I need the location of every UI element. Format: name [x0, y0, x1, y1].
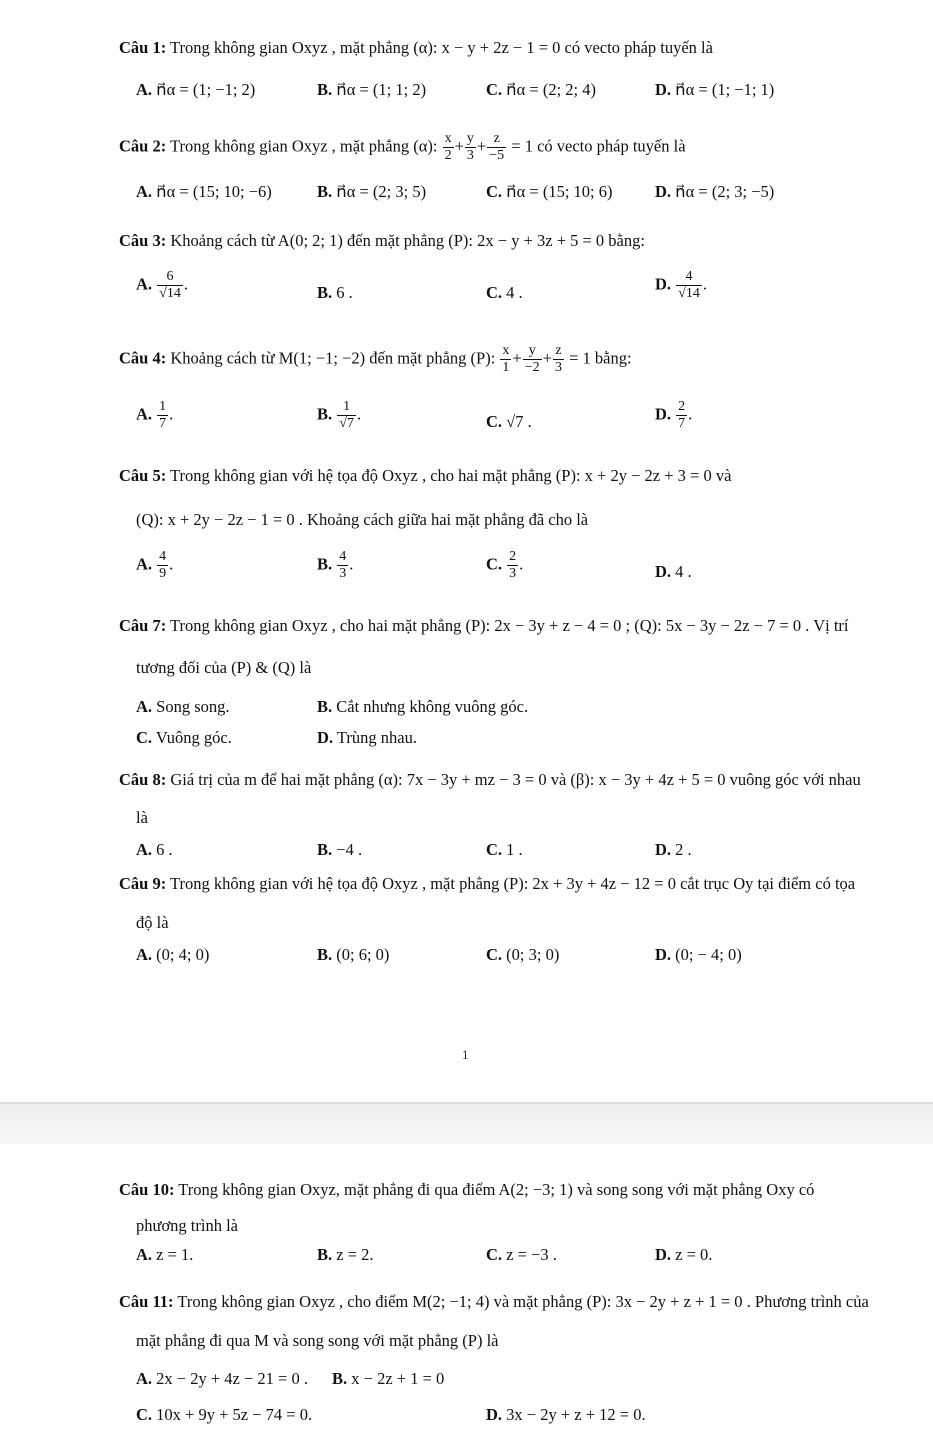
- q8-option-a[interactable]: A. 6 .: [136, 840, 173, 859]
- q4-option-b[interactable]: B. $\frac{1}{√7}$ .: [317, 399, 362, 431]
- q5-option-d[interactable]: D. 4 .: [655, 562, 692, 581]
- q7-option-c[interactable]: C. Vuông góc.: [136, 728, 232, 747]
- q1-option-b[interactable]: B. n⃗α = (1; 1; 2): [317, 80, 427, 99]
- question-9-stem-line2: độ là: [136, 913, 169, 932]
- q1-option-d[interactable]: D. n⃗α = (1; −1; 1): [655, 80, 775, 99]
- q11-option-b[interactable]: B. x − 2z + 1 = 0: [332, 1369, 445, 1388]
- fraction: $\frac{x}{2}$: [444, 131, 452, 163]
- question-8-stem: Câu 8: Giá trị của m để hai mặt phẳng (α): 7x − 3y + mz − 3 = 0 và (β): x − 3y + 4z + 5 = 0 vuông góc với nhau: [119, 770, 861, 789]
- question-5-stem: Câu 5: Trong không gian với hệ tọa độ Oxyz , cho hai mặt phẳng (P): x + 2y − 2z + 3 = 0 và: [119, 466, 732, 485]
- q1-option-c[interactable]: C. n⃗α = (2; 2; 4): [486, 80, 596, 99]
- q3-option-a[interactable]: A. $\frac{6}{√14}$ .: [136, 269, 188, 301]
- q11-option-d[interactable]: D. 3x − 2y + z + 12 = 0.: [486, 1405, 646, 1424]
- q2-option-a[interactable]: A. n⃗α = (15; 10; −6): [136, 182, 272, 201]
- q7-option-b[interactable]: B. Cắt nhưng không vuông góc.: [317, 697, 529, 716]
- q2-option-c[interactable]: C. n⃗α = (15; 10; 6): [486, 182, 613, 201]
- fraction: $\frac{z}{-5}$: [489, 131, 505, 163]
- question-11-stem: Câu 11: Trong không gian Oxyz , cho điểm M(2; −1; 4) và mặt phẳng (P): 3x − 2y + z + 1 = 0 . Phương trình của: [119, 1292, 869, 1311]
- q4-option-d[interactable]: D. $\frac{2}{7}$ .: [655, 399, 693, 431]
- question-10-stem: Câu 10: Trong không gian Oxyz, mặt phẳng đi qua điểm A(2; −3; 1) và song song với mặt phẳng Oxy có: [119, 1180, 815, 1199]
- q7-option-d[interactable]: D. Trùng nhau.: [317, 728, 417, 747]
- q7-option-a[interactable]: A. Song song.: [136, 697, 230, 716]
- q10-option-d[interactable]: D. z = 0.: [655, 1245, 713, 1264]
- q9-option-a[interactable]: A. (0; 4; 0): [136, 945, 210, 964]
- q11-option-c[interactable]: C. 10x + 9y + 5z − 74 = 0.: [136, 1405, 313, 1424]
- question-8-stem-line2: là: [136, 808, 148, 827]
- q5-option-b[interactable]: B. $\frac{4}{3}$ .: [317, 549, 354, 581]
- q10-option-b[interactable]: B. z = 2.: [317, 1245, 374, 1264]
- question-4-stem: Câu 4: Khoảng cách từ M(1; −1; −2) đến mặt phẳng (P): $\frac{x}{1}$ + $\frac{y}{-2}$ + $\frac{z}{3}$ = 1 bằng:: [119, 343, 632, 375]
- q9-option-d[interactable]: D. (0; − 4; 0): [655, 945, 742, 964]
- question-7-stem-line2: tương đối của (P) & (Q) là: [136, 658, 312, 677]
- page-number: 1: [462, 1047, 469, 1062]
- q8-option-b[interactable]: B. −4 .: [317, 840, 363, 859]
- question-9-stem: Câu 9: Trong không gian với hệ tọa độ Oxyz , mặt phẳng (P): 2x + 3y + 4z − 12 = 0 cắt trục Oy tại điểm có tọa: [119, 874, 856, 893]
- q4-option-a[interactable]: A. $\frac{1}{7}$ .: [136, 399, 174, 431]
- q3-option-d[interactable]: D. $\frac{4}{√14}$ .: [655, 269, 707, 301]
- q10-option-a[interactable]: A. z = 1.: [136, 1245, 194, 1264]
- question-1-stem: Câu 1: Trong không gian Oxyz , mặt phẳng (α): x − y + 2z − 1 = 0 có vecto pháp tuyến là: [119, 38, 713, 57]
- question-3-stem: Câu 3: Khoảng cách từ A(0; 2; 1) đến mặt phẳng (P): 2x − y + 3z + 5 = 0 bằng:: [119, 231, 645, 250]
- fraction: $\frac{y}{3}$: [466, 131, 474, 163]
- q10-option-c[interactable]: C. z = −3 .: [486, 1245, 557, 1264]
- q1-option-a[interactable]: A. n⃗α = (1; −1; 2): [136, 80, 256, 99]
- q4-option-c[interactable]: C. √7 .: [486, 412, 532, 431]
- question-10-stem-line2: phương trình là: [136, 1216, 238, 1235]
- q3-option-b[interactable]: B. 6 .: [317, 283, 353, 302]
- q8-option-c[interactable]: C. 1 .: [486, 840, 523, 859]
- q2-option-d[interactable]: D. n⃗α = (2; 3; −5): [655, 182, 775, 201]
- page-separator: [0, 1102, 933, 1144]
- q9-option-b[interactable]: B. (0; 6; 0): [317, 945, 390, 964]
- q8-option-d[interactable]: D. 2 .: [655, 840, 692, 859]
- question-2-stem: Câu 2: Trong không gian Oxyz , mặt phẳng (α): $\frac{x}{2}$ + $\frac{y}{3}$ + $\frac{z}{-5}$ = 1 có vecto pháp tuyến là: [119, 131, 686, 163]
- q9-option-c[interactable]: C. (0; 3; 0): [486, 945, 560, 964]
- q2-option-b[interactable]: B. n⃗α = (2; 3; 5): [317, 182, 427, 201]
- q5-option-a[interactable]: A. $\frac{4}{9}$ .: [136, 549, 174, 581]
- question-5-stem-line2: (Q): x + 2y − 2z − 1 = 0 . Khoảng cách giữa hai mặt phẳng đã cho là: [136, 510, 589, 529]
- question-7-stem: Câu 7: Trong không gian Oxyz , cho hai mặt phẳng (P): 2x − 3y + z − 4 = 0 ; (Q): 5x − 3y − 2z − 7 = 0 . Vị trí: [119, 616, 849, 635]
- q5-option-c[interactable]: C. $\frac{2}{3}$ .: [486, 549, 524, 581]
- q11-option-a[interactable]: A. 2x − 2y + 4z − 21 = 0 .: [136, 1369, 308, 1388]
- question-11-stem-line2: mặt phẳng đi qua M và song song với mặt phẳng (P) là: [136, 1331, 499, 1350]
- q3-option-c[interactable]: C. 4 .: [486, 283, 523, 302]
